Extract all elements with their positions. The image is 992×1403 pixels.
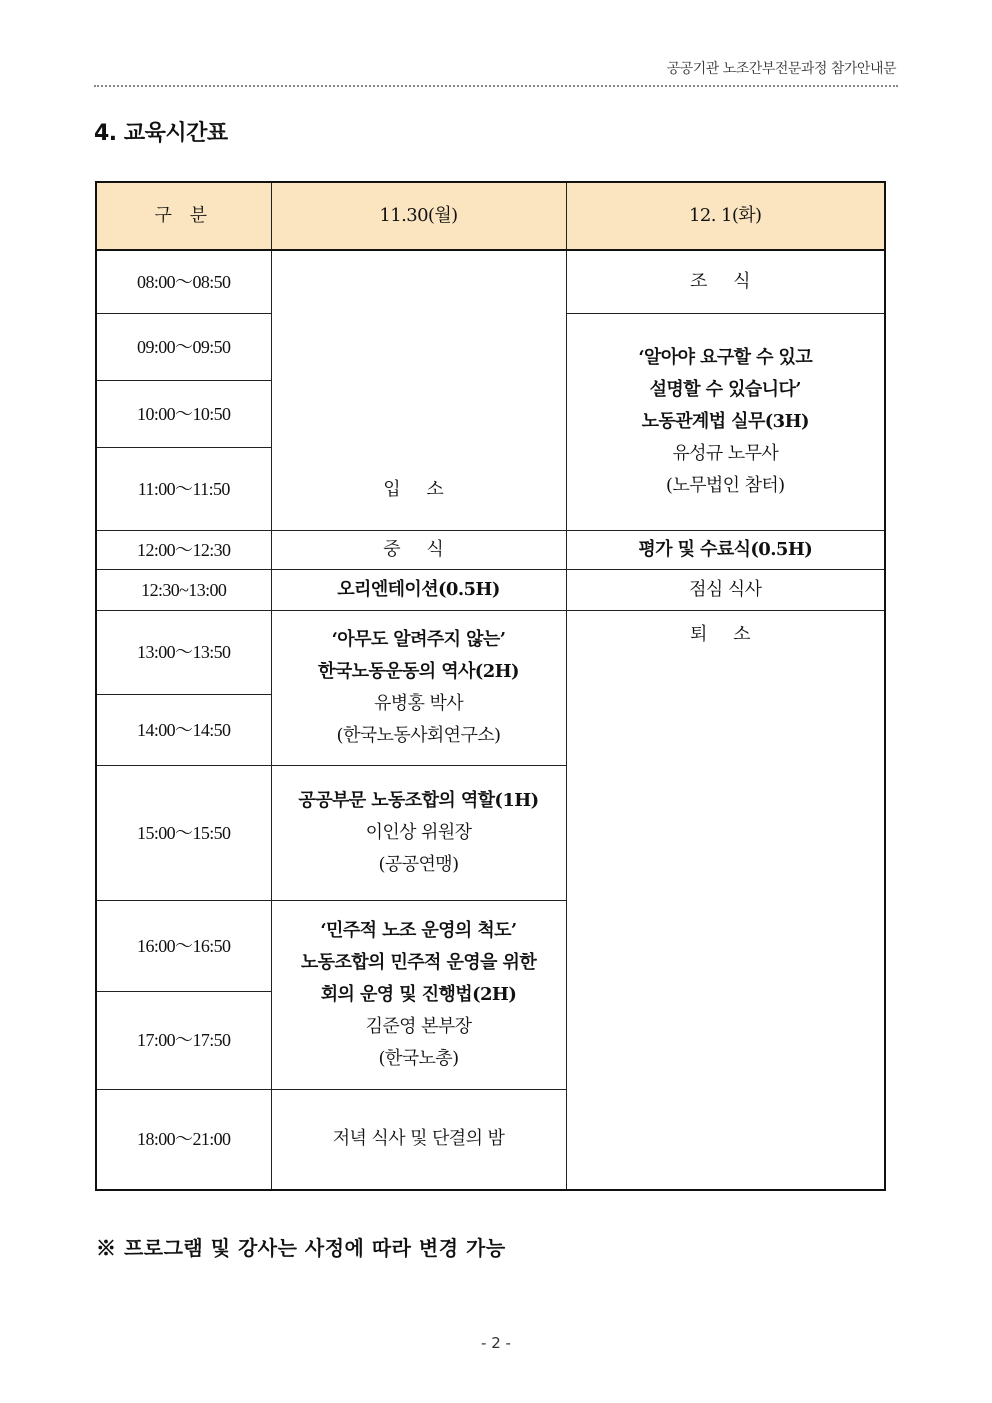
time-cell: 14:00～14:50: [96, 694, 271, 765]
day2-lecture-title-2: 설명할 수 있습니다’: [649, 378, 801, 400]
header-day2: 12. 1(화): [566, 182, 885, 250]
lecture1-speaker: 유병홍 박사: [373, 692, 464, 714]
time-cell: 12:00～12:30: [96, 530, 271, 569]
table-row: [96, 569, 885, 610]
lecture3-title: ‘민주적 노조 운영의 척도’: [320, 919, 517, 941]
lecture2-org: (공공연맹): [378, 853, 459, 875]
day1-dinner: 저녁 식사 및 단결의 밤: [271, 1089, 566, 1190]
time-cell: 15:00～15:50: [96, 765, 271, 900]
time-cell: 17:00～17:50: [96, 991, 271, 1089]
lecture3-subject-1: 노동조합의 민주적 운영을 위한: [300, 951, 537, 973]
lecture3-subject-2: 회의 운영 및 진행법(2H): [320, 983, 517, 1005]
day2-lecture: [566, 313, 885, 530]
header-category: 구 분: [96, 182, 271, 250]
breakfast-label: 조 식: [690, 270, 761, 292]
header-day1: 11.30(월): [271, 182, 566, 250]
day1-lunch-label: 중 식: [383, 538, 454, 560]
time-cell: 13:00～13:50: [96, 610, 271, 694]
day2-lecture-speaker: 유성규 노무사: [672, 442, 779, 464]
lecture3-speaker: 김준영 본부장: [365, 1015, 472, 1037]
day2-lecture-org: (노무법인 참터): [665, 474, 785, 496]
time-cell: 12:30~13:00: [96, 569, 271, 610]
day1-lecture3: [271, 900, 566, 1089]
time-cell: 18:00～21:00: [96, 1089, 271, 1190]
day2-lecture-subject: 노동관계법 실무(3H): [641, 410, 809, 432]
page-number: - 2 -: [481, 1334, 511, 1352]
day2-lunch: 점심 식사: [566, 569, 885, 610]
section-title: 4. 교육시간표: [94, 121, 228, 146]
time-cell: 10:00～10:50: [96, 380, 271, 447]
table-row: [96, 530, 885, 569]
table-row: [96, 250, 885, 313]
time-cell: 11:00～11:50: [96, 447, 271, 530]
day2-lecture-title-1: ‘알아야 요구할 수 있고: [638, 346, 813, 368]
lecture1-org: (한국노동사회연구소): [336, 724, 501, 746]
time-cell: 16:00～16:50: [96, 900, 271, 991]
change-notice: ※ 프로그램 및 강사는 사정에 따라 변경 가능: [96, 1236, 506, 1260]
day2-closing: 평가 및 수료식(0.5H): [566, 530, 885, 569]
schedule-table: [95, 181, 886, 1191]
table-header-row: [96, 182, 885, 250]
lecture1-title: ‘아무도 알려주지 않는’: [331, 628, 506, 650]
day2-departure: [566, 610, 885, 1190]
header-divider: [94, 85, 898, 87]
time-cell: 08:00～08:50: [96, 250, 271, 313]
day1-lecture2: [271, 765, 566, 900]
day1-orientation: 오리엔테이션(0.5H): [271, 569, 566, 610]
lecture2-speaker: 이인상 위원장: [365, 821, 472, 843]
document-header-title: 공공기관 노조간부전문과정 참가안내문: [666, 61, 896, 77]
lecture2-subject: 공공부문 노동조합의 역할(1H): [298, 789, 539, 811]
lecture3-org: (한국노총): [378, 1047, 459, 1069]
time-cell: 09:00～09:50: [96, 313, 271, 380]
day1-arrival: [271, 250, 566, 530]
day2-breakfast: [566, 250, 885, 313]
day1-lunch: [271, 530, 566, 569]
departure-label: 퇴 소: [690, 623, 761, 645]
day1-lecture1: [271, 610, 566, 765]
lecture1-subject: 한국노동운동의 역사(2H): [318, 660, 519, 682]
table-row: [96, 610, 885, 694]
arrival-label: 입 소: [383, 478, 454, 500]
